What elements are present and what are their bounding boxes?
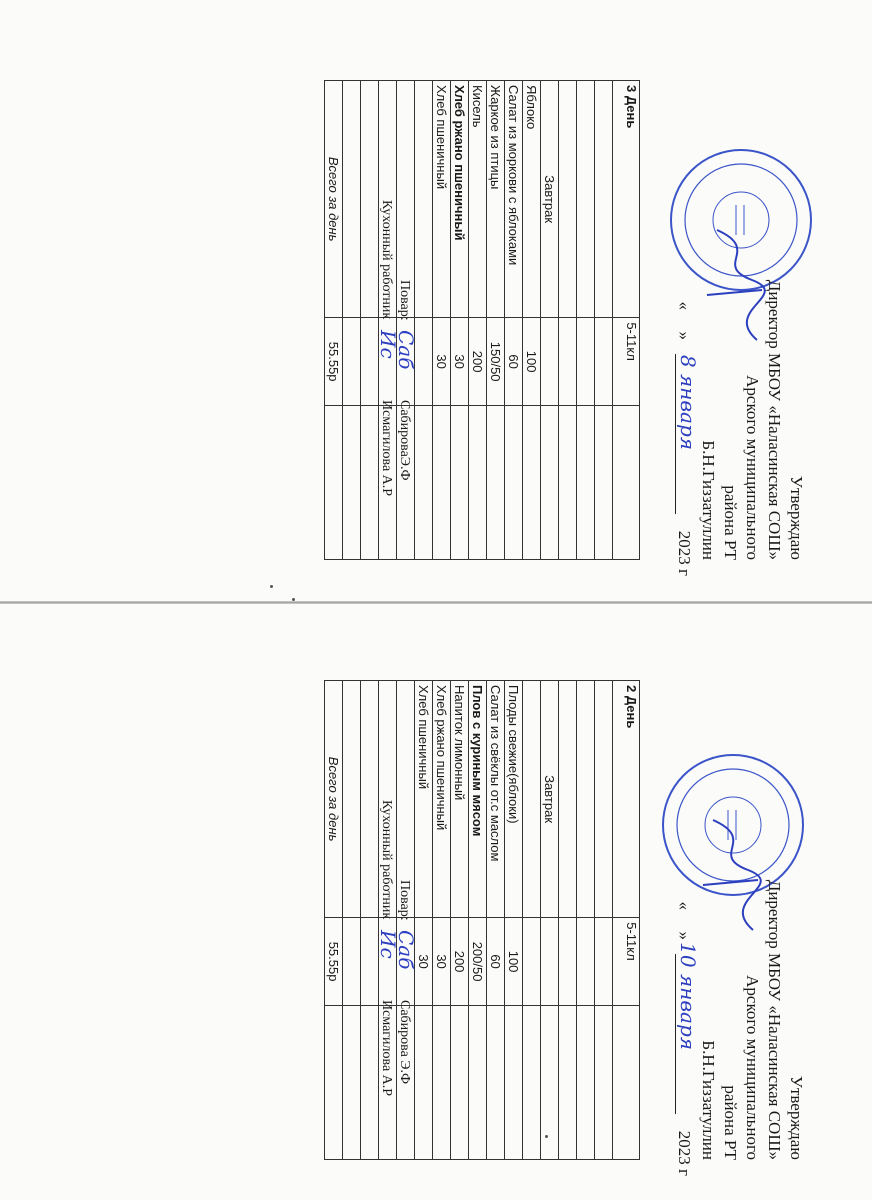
item-name: Хлеб ржано пшеничный <box>451 81 469 318</box>
item-portion: 200/50 <box>469 918 487 1006</box>
worker-signature: Ис <box>376 930 400 959</box>
table-row <box>415 81 433 560</box>
table-row <box>577 681 595 1160</box>
meal-row <box>541 681 559 1160</box>
table-row <box>469 81 487 560</box>
item-name: Плов с куриным мясом <box>469 681 487 918</box>
class-label: 5-11кл <box>613 318 640 406</box>
table-row <box>559 81 577 560</box>
table-row <box>523 681 541 1160</box>
table-row <box>595 81 613 560</box>
approval-district: Арского муниципального <box>743 375 762 560</box>
date-close-quote: » <box>675 331 694 340</box>
director-signature <box>698 810 768 950</box>
item-portion: 30 <box>451 318 469 406</box>
item-name: Салат из моркови с яблоками <box>505 81 523 318</box>
item-portion: 60 <box>487 918 505 1006</box>
day-title: 3 День <box>613 81 640 318</box>
table-row <box>577 81 595 560</box>
total-label: Всего за день <box>325 81 343 318</box>
item-name: Напиток лимонный <box>451 681 469 918</box>
day-title: 2 День <box>613 681 640 918</box>
approval-director: Директор МБОУ «Наласинская СОШ» <box>765 879 784 1160</box>
worker-name: Исмагилова А.Р <box>379 1000 394 1097</box>
approval-region: района РТ <box>721 1085 740 1160</box>
item-portion: 60 <box>505 318 523 406</box>
table-row <box>523 81 541 560</box>
item-portion: 30 <box>415 918 433 1006</box>
item-name: Яблоко <box>523 81 541 318</box>
table-row <box>487 81 505 560</box>
worker-name: Исмагилова А.Р <box>379 400 394 497</box>
table-row <box>505 681 523 1160</box>
table-row <box>469 681 487 1160</box>
total-label: Всего за день <box>325 681 343 918</box>
table-row <box>361 681 379 1160</box>
handwritten-date: 8 января <box>676 354 700 450</box>
item-name: Хлеб пшеничный <box>433 81 451 318</box>
handwritten-date: 10 января <box>676 942 700 1050</box>
date-close-quote: » <box>675 931 694 940</box>
approval-block <box>652 640 812 1180</box>
total-row <box>325 81 343 560</box>
class-label: 5-11кл <box>613 918 640 1006</box>
item-portion: 100 <box>505 918 523 1006</box>
approval-name: Б.Н.Гиззатуллин <box>699 440 718 560</box>
cook-label: Повар: <box>397 880 412 921</box>
approval-region: района РТ <box>721 485 740 560</box>
table-row <box>451 81 469 560</box>
item-portion: 30 <box>433 918 451 1006</box>
approval-name: Б.Н.Гиззатуллин <box>699 1040 718 1160</box>
date-underline <box>675 954 676 1114</box>
meal-label: Завтрак <box>541 681 559 918</box>
item-name: Плоды свежие(яблоки) <box>505 681 523 918</box>
approval-year: 2023 г <box>675 530 694 576</box>
cook-signature: Саб <box>394 930 418 970</box>
item-portion: 150/50 <box>487 318 505 406</box>
meal-row <box>541 81 559 560</box>
item-name: Хлеб пшеничный <box>415 681 433 918</box>
total-value: 55.55р <box>325 918 343 1006</box>
table-header-row <box>613 681 640 1160</box>
table-row <box>343 681 361 1160</box>
date-open-quote: « <box>675 901 694 910</box>
menu-table-day3 <box>324 80 640 560</box>
approval-district: Арского муниципального <box>743 975 762 1160</box>
cook-name: Сабирова Э.Ф <box>397 1000 412 1085</box>
approval-title: Утверждаю <box>787 475 806 560</box>
item-portion: 200 <box>469 318 487 406</box>
table-row <box>451 681 469 1160</box>
total-row <box>325 681 343 1160</box>
item-name: Салат из свёклы от.с маслом <box>487 681 505 918</box>
approval-year: 2023 г <box>675 1130 694 1176</box>
item-name: Хлеб ржано пшеничный <box>433 681 451 918</box>
date-underline <box>675 354 676 514</box>
page-fold <box>0 601 872 604</box>
menu-page-day3 <box>326 40 812 580</box>
table-row <box>415 681 433 1160</box>
total-value: 55.55р <box>325 318 343 406</box>
scan-speck <box>270 585 273 588</box>
table-row <box>343 81 361 560</box>
date-open-quote: « <box>675 301 694 310</box>
worker-label: Кухонный работник <box>379 200 394 320</box>
item-portion: 100 <box>523 318 541 406</box>
table-row <box>433 81 451 560</box>
approval-director: Директор МБОУ «Наласинская СОШ» <box>765 279 784 560</box>
meal-label: Завтрак <box>541 81 559 318</box>
table-row <box>487 681 505 1160</box>
table-row <box>433 681 451 1160</box>
item-name: Кисель <box>469 81 487 318</box>
worker-signature: Ис <box>376 330 400 359</box>
approval-block <box>652 40 812 580</box>
table-row <box>559 681 577 1160</box>
table-row <box>361 81 379 560</box>
worker-label: Кухонный работник <box>379 800 394 920</box>
table-row <box>595 681 613 1160</box>
item-portion: 30 <box>433 318 451 406</box>
scan-speck <box>292 598 295 601</box>
item-name: Жаркое из птицы <box>487 81 505 318</box>
menu-table-day2 <box>324 680 640 1160</box>
approval-title: Утверждаю <box>787 1075 806 1160</box>
table-header-row <box>613 81 640 560</box>
cook-signature: Саб <box>394 330 418 370</box>
director-signature <box>702 220 772 360</box>
cook-name: СабироваЭ.Ф <box>397 400 412 481</box>
item-portion: 200 <box>451 918 469 1006</box>
cook-label: Повар: <box>397 280 412 321</box>
menu-page-day2 <box>326 640 812 1180</box>
table-row <box>505 81 523 560</box>
